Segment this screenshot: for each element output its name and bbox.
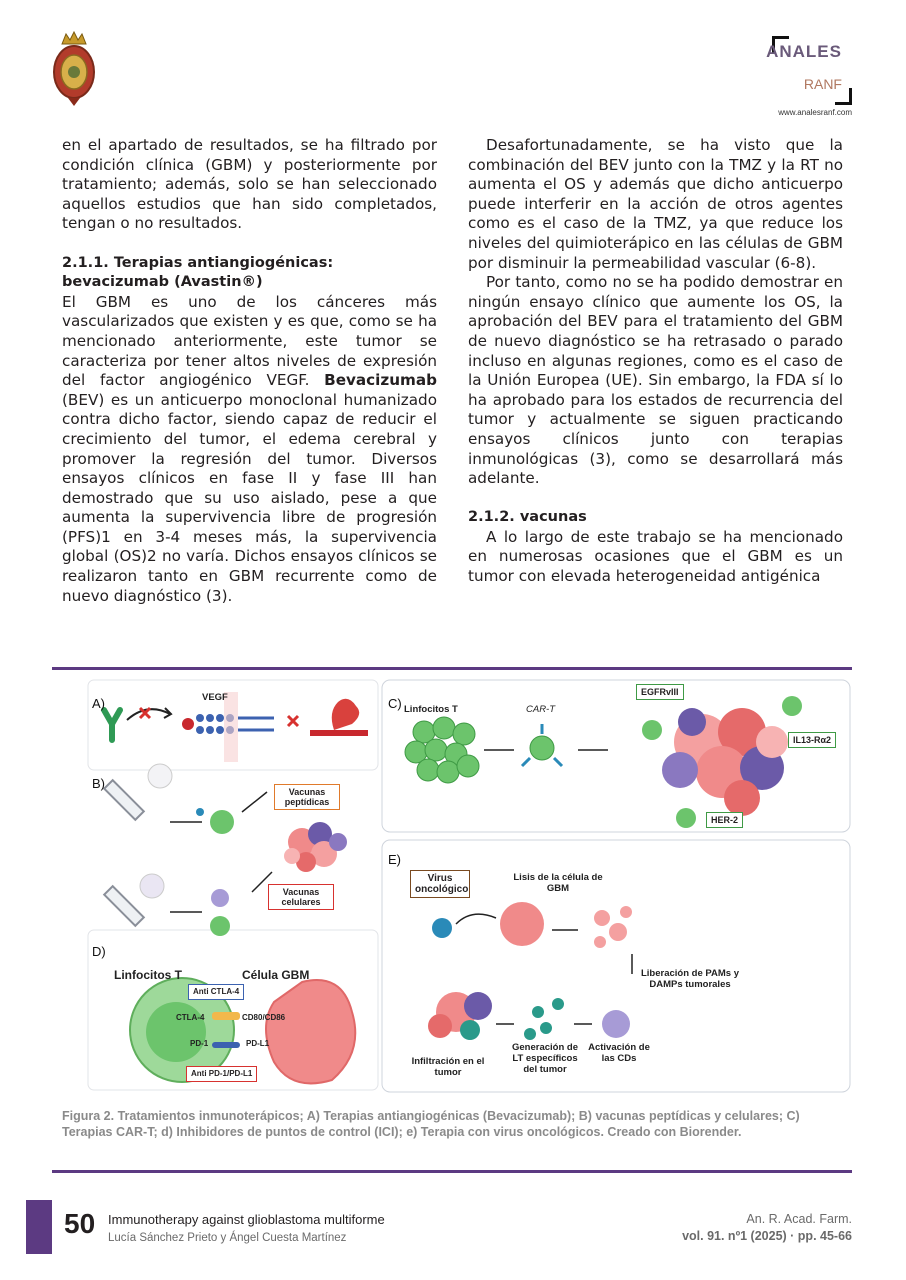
footer-title: Immunotherapy against glioblastoma multiforme bbox=[108, 1212, 385, 1227]
generacion-label: Generación de LT específicos del tumor bbox=[512, 1042, 578, 1075]
footer-volume: vol. 91. nº1 (2025) · pp. 45-66 bbox=[682, 1229, 852, 1243]
vacunas-celulares-box: Vacunas celulares bbox=[268, 884, 334, 910]
academy-seal-logo bbox=[50, 30, 98, 108]
il13-box: IL13-Rα2 bbox=[788, 732, 836, 748]
vacunas-peptidicas-box: Vacunas peptídicas bbox=[274, 784, 340, 810]
footer-authors: Lucía Sánchez Prieto y Ángel Cuesta Martínez bbox=[108, 1232, 347, 1244]
panel-e-label: E) bbox=[388, 852, 401, 867]
section-heading: 2.1.1. Terapias antiangiogénicas: bevacizumab (Avastin®) bbox=[62, 254, 334, 291]
virus-box: Virus oncológico bbox=[410, 870, 470, 898]
egfrviii-box: EGFRvIII bbox=[636, 684, 684, 700]
her2-box: HER-2 bbox=[706, 812, 743, 828]
activacion-label: Activación de las CDs bbox=[588, 1042, 650, 1064]
divider-bottom bbox=[52, 1170, 852, 1173]
footer-journal: An. R. Acad. Farm. bbox=[746, 1212, 852, 1226]
paragraph: A lo largo de este trabajo se ha mencionado en numerosas ocasiones que el GBM es un tumor con elevada heterogeneidad antigénica bbox=[468, 527, 843, 586]
page-number: 50 bbox=[64, 1208, 96, 1239]
paragraph: Desafortunadamente, se ha visto que la combinación del BEV junto con la TMZ y la RT no aumenta el OS y además que dicho anticuerpo puede interferir en la acción de otros agentes como es el caso de la TMZ, ya que reduce los niveles del quimioterápico en las células de GBM por disminuir la permeabilidad vascular (6-8). bbox=[468, 136, 843, 272]
bold-term: Bevacizumab bbox=[324, 371, 437, 390]
infiltracion-label: Infiltración en el tumor bbox=[411, 1056, 485, 1078]
paragraph: Por tanto, como no se ha podido demostrar en ningún ensayo clínico que aumente los OS, la aprobación del BEV para el tratamiento del GBM de nuevo diagnóstico se ha retrasado o parado incluso en algunas regiones, como es el caso de la Unión Europea (UE). Sin embargo, la FDA sí lo ha aprobado para los estados de recurrencia del tumor y actualmente se siguen practicando ensayos clínicos junto con terapias inmunológicas (3), como se desarrollará más adelante. bbox=[468, 273, 843, 488]
right-text-column bbox=[468, 136, 843, 587]
panel-b-label: B) bbox=[92, 776, 105, 791]
cd80-label: CD80/CD86 bbox=[242, 1013, 286, 1022]
logo-anales-text: ANALES bbox=[766, 42, 842, 61]
anti-ctla4-box: Anti CTLA-4 bbox=[188, 984, 244, 1000]
left-text-column bbox=[62, 136, 437, 606]
pd1-label: PD-1 bbox=[190, 1039, 209, 1048]
figure-caption: Figura 2. Tratamientos inmunoterápicos; A) Terapias antiangiogénicas (Bevacizumab); B) vacunas peptídicas y celulares; C) Terapias CAR-T; d) Inhibidores de puntos de control (ICI); e) Terapia con virus oncológicos. Creado con Biorender. bbox=[62, 1109, 800, 1139]
car-t-label: CAR-T bbox=[526, 704, 556, 715]
panel-a-label: A) bbox=[92, 696, 105, 711]
section-heading: 2.1.2. vacunas bbox=[468, 509, 587, 526]
figure-2 bbox=[52, 672, 852, 1102]
logo-ranf-text: RANF bbox=[803, 76, 842, 92]
pdl1-label: PD-L1 bbox=[246, 1039, 270, 1048]
panel-c-label: C) bbox=[388, 696, 402, 711]
anales-ranf-logo bbox=[766, 32, 852, 117]
divider-top bbox=[52, 667, 852, 670]
celula-gbm-label: Célula GBM bbox=[242, 968, 310, 982]
ctla4-label: CTLA-4 bbox=[176, 1013, 205, 1022]
anti-pd1-box: Anti PD-1/PD-L1 bbox=[186, 1066, 257, 1082]
paragraph: El GBM es uno de los cánceres más vascularizados que existen y es que, como se ha mencionado anteriormente, este tumor se caracteriza por tener altos niveles de expresión del factor angiogénico VEGF. Bevacizumab (BEV) es un anticuerpo monoclonal humanizado contra dicho factor, siendo capaz de reducir el crecimiento del tumor, el edema cerebral y promover la regresión del tumor. Diversos ensayos clínicos en fase II y fase III han demostrado que su uso aislado, pese a que aumenta la supervivencia libre de progresión (PFS)1 en 3-4 meses más, la supervivencia global (OS)2 no varía. Dichos ensayos clínicos se realizaron tanto en GBM recurrente como de nuevo diagnóstico (3). bbox=[62, 292, 437, 605]
paragraph: en el apartado de resultados, se ha filtrado por condición clínica (GBM) y posteriormente por tratamiento; además, solo se han seleccionado aquellos estudios que han sido completados, tengan o no resultados. bbox=[62, 136, 437, 233]
linfocitos-t-label: Linfocitos T bbox=[404, 704, 458, 715]
logo-url[interactable]: www.analesranf.com bbox=[778, 108, 852, 117]
lisis-label: Lisis de la célula de GBM bbox=[513, 872, 603, 894]
panel-d-label: D) bbox=[92, 944, 106, 959]
vegf-label: VEGF bbox=[202, 692, 228, 703]
linfocitos-t-d-label: Linfocitos T bbox=[114, 968, 182, 982]
liberacion-label: Liberación de PAMs y DAMPs tumorales bbox=[640, 968, 739, 990]
footer-accent-bar bbox=[26, 1200, 52, 1254]
